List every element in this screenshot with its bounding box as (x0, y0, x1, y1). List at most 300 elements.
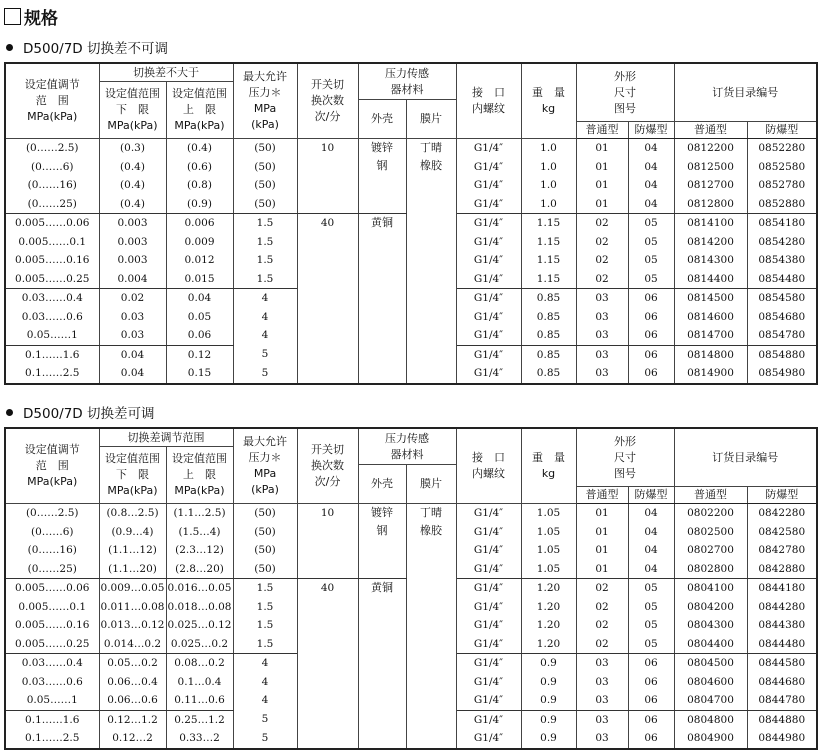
cell-line: MPa(kPa) (107, 484, 158, 497)
cell-line: 开关切 (311, 443, 344, 456)
cell-line: 重 量 (532, 86, 565, 99)
cell-port: G1/4″ (456, 710, 521, 729)
cell-max-pressure: 1.5 (233, 598, 297, 617)
cell-line: 设定值调节 (24, 443, 80, 456)
cell-line: 内螺纹 (472, 467, 505, 480)
cell-dim-normal: 03 (576, 326, 628, 345)
header-order-explosion: 防爆型 (747, 122, 817, 139)
cell-order-normal: 0804100 (674, 579, 747, 598)
cell-dim-explosion: 04 (628, 523, 674, 542)
cell-max-pressure: 1.5 (233, 579, 297, 598)
cell-upper: 0.018…0.08 (166, 598, 233, 617)
cell-port: G1/4″ (456, 195, 521, 214)
cell-dim-normal: 03 (576, 710, 628, 729)
cell-max-pressure: 1.5 (233, 270, 297, 289)
cell-dim-explosion: 05 (628, 635, 674, 654)
cell-lower: 0.03 (99, 308, 166, 327)
cell-order-explosion: 0854680 (747, 308, 817, 327)
cell-weight: 0.9 (521, 691, 576, 710)
cell-port: G1/4″ (456, 308, 521, 327)
cell-line: 设定值范围 (105, 452, 160, 465)
cell-lower: (1.1…20) (99, 560, 166, 579)
cell-lower: 0.003 (99, 214, 166, 233)
cell-line: 尺寸 (614, 85, 636, 99)
cell-dim-normal: 01 (576, 195, 628, 214)
header-membrane: 膜片 (406, 100, 456, 139)
cell-line: 次/分 (314, 110, 341, 123)
cell-range: (0……6) (5, 158, 99, 177)
cell-order-explosion: 0854880 (747, 345, 817, 364)
header-weight (521, 63, 576, 139)
cell-weight: 0.9 (521, 654, 576, 673)
cell-max-pressure: 5 (233, 710, 297, 729)
cell-order-explosion: 0842780 (747, 541, 817, 560)
cell-max-pressure: 4 (233, 308, 297, 327)
cell-max-pressure: (50) (233, 139, 297, 158)
cell-range: (0……16) (5, 176, 99, 195)
header-dimension (576, 428, 674, 487)
cell-order-explosion: 0854780 (747, 326, 817, 345)
cell-order-explosion: 0842880 (747, 560, 817, 579)
cell-weight: 1.15 (521, 251, 576, 270)
cell-dim-explosion: 04 (628, 195, 674, 214)
cell-lower: 0.04 (99, 345, 166, 364)
cell-range: 0.005……0.1 (5, 598, 99, 617)
header-dimension-explosion: 防爆型 (628, 487, 674, 504)
cell-max-pressure: (50) (233, 560, 297, 579)
cell-line: 范 围 (35, 459, 69, 472)
cell-dim-normal: 03 (576, 729, 628, 749)
cell-port: G1/4″ (456, 729, 521, 749)
cell-port: G1/4″ (456, 523, 521, 542)
cell-order-normal: 0802200 (674, 504, 747, 523)
cell-order-explosion: 0844280 (747, 598, 817, 617)
cell-range: (0……6) (5, 523, 99, 542)
cell-line: MPa (253, 102, 277, 115)
cell-order-explosion: 0844180 (747, 579, 817, 598)
cell-dim-explosion: 05 (628, 579, 674, 598)
cell-dim-normal: 03 (576, 691, 628, 710)
cell-weight: 0.85 (521, 289, 576, 308)
cell-order-normal: 0804900 (674, 729, 747, 749)
cell-order-normal: 0804400 (674, 635, 747, 654)
cell-line: 橡胶 (420, 159, 442, 172)
cell-line: 镀锌 (371, 141, 393, 154)
cell-order-explosion: 0854580 (747, 289, 817, 308)
cell-order-explosion: 0854380 (747, 251, 817, 270)
cell-dim-normal: 03 (576, 308, 628, 327)
cell-port: G1/4″ (456, 214, 521, 233)
header-dimension-normal: 普通型 (576, 487, 628, 504)
page-title: 规格 (24, 9, 58, 29)
cell-weight: 1.15 (521, 214, 576, 233)
header-differential: 切换差不大于 (99, 63, 233, 82)
cell-max-pressure: 5 (233, 729, 297, 749)
cell-dim-normal: 01 (576, 504, 628, 523)
cell-lower: 0.06…0.6 (99, 691, 166, 710)
cell-lower: 0.003 (99, 233, 166, 252)
bullet-icon (6, 44, 13, 51)
cell-upper: 0.15 (166, 364, 233, 384)
cell-switching: 40 (297, 214, 358, 384)
cell-order-explosion: 0842580 (747, 523, 817, 542)
cell-line: MPa(kPa) (27, 110, 78, 123)
cell-dim-normal: 02 (576, 635, 628, 654)
cell-dim-explosion: 06 (628, 345, 674, 364)
cell-dim-explosion: 06 (628, 673, 674, 692)
header-max-pressure (233, 428, 297, 504)
cell-upper: 0.06 (166, 326, 233, 345)
cell-dim-explosion: 06 (628, 654, 674, 673)
cell-line: kg (541, 102, 556, 115)
cell-line: 图号 (614, 466, 636, 480)
cell-max-pressure: (50) (233, 176, 297, 195)
cell-dim-explosion: 05 (628, 270, 674, 289)
header-upper-limit (166, 447, 233, 504)
cell-line: 设定值范围 (172, 87, 227, 100)
cell-max-pressure: (50) (233, 523, 297, 542)
cell-range: 0.005……0.25 (5, 270, 99, 289)
cell-max-pressure: 4 (233, 654, 297, 673)
cell-lower: 0.12…1.2 (99, 710, 166, 729)
cell-lower: (0.4) (99, 195, 166, 214)
cell-order-normal: 0804700 (674, 691, 747, 710)
cell-shell (358, 139, 406, 214)
cell-order-explosion: 0852580 (747, 158, 817, 177)
cell-dim-explosion: 06 (628, 691, 674, 710)
cell-range: 0.1……2.5 (5, 364, 99, 384)
cell-dim-explosion: 06 (628, 326, 674, 345)
header-dimension (576, 63, 674, 122)
cell-port: G1/4″ (456, 616, 521, 635)
cell-upper: 0.25…1.2 (166, 710, 233, 729)
cell-upper: 0.016…0.05 (166, 579, 233, 598)
cell-line: 接 口 (472, 86, 505, 99)
cell-dim-normal: 02 (576, 214, 628, 233)
cell-line: 下 限 (116, 468, 149, 481)
cell-upper: 0.009 (166, 233, 233, 252)
cell-upper: (1.1…2.5) (166, 504, 233, 523)
cell-port: G1/4″ (456, 176, 521, 195)
header-order-number: 订货目录编号 (674, 428, 817, 487)
cell-line: MPa(kPa) (174, 119, 225, 132)
cell-order-normal: 0802500 (674, 523, 747, 542)
cell-line: 内螺纹 (472, 102, 505, 115)
cell-weight: 1.05 (521, 504, 576, 523)
cell-lower: 0.02 (99, 289, 166, 308)
cell-weight: 1.20 (521, 635, 576, 654)
cell-line: 压力＊ (248, 86, 282, 99)
cell-range: 0.05……1 (5, 691, 99, 710)
cell-weight: 0.85 (521, 308, 576, 327)
cell-lower: 0.014…0.2 (99, 635, 166, 654)
cell-range: 0.03……0.4 (5, 289, 99, 308)
cell-line: MPa(kPa) (27, 475, 78, 488)
cell-upper: (2.3…12) (166, 541, 233, 560)
header-order-normal: 普通型 (674, 122, 747, 139)
cell-dim-explosion: 06 (628, 308, 674, 327)
cell-line: 橡胶 (420, 524, 442, 537)
cell-order-explosion: 0854980 (747, 364, 817, 384)
cell-lower: 0.004 (99, 270, 166, 289)
cell-order-explosion: 0844980 (747, 729, 817, 749)
cell-order-normal: 0804800 (674, 710, 747, 729)
cell-upper: 0.05 (166, 308, 233, 327)
cell-order-normal: 0814300 (674, 251, 747, 270)
cell-line: 开关切 (311, 78, 344, 91)
cell-port: G1/4″ (456, 158, 521, 177)
cell-line: 换次数 (311, 94, 344, 107)
cell-range: 0.03……0.4 (5, 654, 99, 673)
cell-dim-normal: 02 (576, 233, 628, 252)
cell-order-normal: 0804300 (674, 616, 747, 635)
header-lower-limit (99, 447, 166, 504)
cell-dim-explosion: 05 (628, 616, 674, 635)
cell-order-normal: 0814100 (674, 214, 747, 233)
cell-lower: (0.9…4) (99, 523, 166, 542)
cell-dim-normal: 02 (576, 579, 628, 598)
cell-shell (358, 214, 406, 384)
cell-line: MPa(kPa) (107, 119, 158, 132)
cell-line: 黄铜 (371, 581, 393, 594)
cell-order-normal: 0814400 (674, 270, 747, 289)
table-heading-2 (6, 402, 155, 422)
cell-order-normal: 0804500 (674, 654, 747, 673)
cell-upper: (0.8) (166, 176, 233, 195)
header-switching (297, 63, 358, 139)
header-order-explosion: 防爆型 (747, 487, 817, 504)
cell-lower: 0.04 (99, 364, 166, 384)
cell-order-explosion: 0854180 (747, 214, 817, 233)
cell-dim-explosion: 05 (628, 251, 674, 270)
header-range (5, 428, 99, 504)
cell-weight: 1.05 (521, 560, 576, 579)
cell-dim-normal: 02 (576, 251, 628, 270)
cell-upper: 0.12 (166, 345, 233, 364)
cell-order-normal: 0814200 (674, 233, 747, 252)
cell-weight: 0.85 (521, 364, 576, 384)
cell-max-pressure: 1.5 (233, 251, 297, 270)
header-shell: 外壳 (358, 465, 406, 504)
cell-lower: 0.12…2 (99, 729, 166, 749)
cell-dim-normal: 02 (576, 270, 628, 289)
cell-dim-explosion: 05 (628, 233, 674, 252)
cell-max-pressure: 5 (233, 364, 297, 384)
cell-dim-explosion: 04 (628, 541, 674, 560)
cell-order-normal: 0812500 (674, 158, 747, 177)
cell-lower: 0.013…0.12 (99, 616, 166, 635)
cell-port: G1/4″ (456, 326, 521, 345)
spec-table-adjustable-differential (4, 427, 818, 750)
cell-range: 0.005……0.1 (5, 233, 99, 252)
cell-dim-normal: 01 (576, 560, 628, 579)
cell-max-pressure: 4 (233, 289, 297, 308)
cell-range: 0.05……1 (5, 326, 99, 345)
cell-dim-normal: 02 (576, 598, 628, 617)
checkbox-square-icon (4, 8, 21, 25)
header-membrane: 膜片 (406, 465, 456, 504)
cell-line: 上 限 (183, 468, 216, 481)
cell-order-normal: 0814900 (674, 364, 747, 384)
cell-line: 压力传感 (385, 66, 429, 80)
cell-line: 范 围 (35, 94, 69, 107)
spec-table-fixed-differential (4, 62, 818, 385)
header-sensor-material (358, 63, 456, 100)
cell-upper: 0.04 (166, 289, 233, 308)
cell-weight: 1.20 (521, 579, 576, 598)
cell-line: 镀锌 (371, 506, 393, 519)
cell-order-normal: 0812800 (674, 195, 747, 214)
cell-shell (358, 504, 406, 579)
cell-port: G1/4″ (456, 579, 521, 598)
cell-order-normal: 0804600 (674, 673, 747, 692)
cell-order-normal: 0814500 (674, 289, 747, 308)
cell-range: 0.1……1.6 (5, 710, 99, 729)
cell-lower: (0.3) (99, 139, 166, 158)
cell-weight: 1.0 (521, 139, 576, 158)
cell-range: 0.03……0.6 (5, 673, 99, 692)
cell-line: 次/分 (314, 475, 341, 488)
header-dimension-normal: 普通型 (576, 122, 628, 139)
cell-dim-explosion: 04 (628, 504, 674, 523)
cell-dim-explosion: 06 (628, 289, 674, 308)
cell-max-pressure: 4 (233, 326, 297, 345)
cell-lower: 0.011…0.08 (99, 598, 166, 617)
cell-line: 设定值范围 (105, 87, 160, 100)
cell-dim-normal: 03 (576, 364, 628, 384)
cell-max-pressure: 4 (233, 673, 297, 692)
cell-weight: 1.05 (521, 541, 576, 560)
cell-order-normal: 0814600 (674, 308, 747, 327)
cell-line: 上 限 (183, 103, 216, 116)
cell-port: G1/4″ (456, 345, 521, 364)
cell-upper: 0.012 (166, 251, 233, 270)
cell-line: 接 口 (472, 451, 505, 464)
cell-port: G1/4″ (456, 691, 521, 710)
cell-line: (kPa) (251, 483, 279, 496)
cell-range: (0……25) (5, 560, 99, 579)
cell-line: 重 量 (532, 451, 565, 464)
cell-shell (358, 579, 406, 749)
header-weight (521, 428, 576, 504)
cell-port: G1/4″ (456, 364, 521, 384)
cell-range: (0……2.5) (5, 504, 99, 523)
cell-order-explosion: 0852880 (747, 195, 817, 214)
cell-upper: 0.1…0.4 (166, 673, 233, 692)
cell-lower: (0.8…2.5) (99, 504, 166, 523)
cell-port: G1/4″ (456, 635, 521, 654)
cell-line: 设定值调节 (24, 78, 80, 91)
cell-port: G1/4″ (456, 541, 521, 560)
table-row (5, 504, 817, 523)
cell-max-pressure: 1.5 (233, 616, 297, 635)
cell-range: (0……16) (5, 541, 99, 560)
cell-line: 图号 (614, 101, 636, 115)
cell-port: G1/4″ (456, 654, 521, 673)
cell-line: 钢 (376, 524, 388, 537)
cell-order-normal: 0802800 (674, 560, 747, 579)
cell-dim-explosion: 06 (628, 729, 674, 749)
cell-order-normal: 0814700 (674, 326, 747, 345)
cell-order-explosion: 0844880 (747, 710, 817, 729)
cell-weight: 1.15 (521, 270, 576, 289)
cell-line: 黄铜 (371, 216, 393, 229)
cell-line: 最大允许 (243, 435, 287, 448)
cell-line: 压力＊ (248, 451, 282, 464)
cell-upper: 0.11…0.6 (166, 691, 233, 710)
cell-weight: 1.15 (521, 233, 576, 252)
cell-order-explosion: 0844580 (747, 654, 817, 673)
cell-upper: (2.8…20) (166, 560, 233, 579)
header-order-number: 订货目录编号 (674, 63, 817, 122)
cell-order-normal: 0812700 (674, 176, 747, 195)
cell-line: 下 限 (116, 103, 149, 116)
cell-line: 丁晴 (420, 506, 442, 519)
cell-upper: 0.025…0.2 (166, 635, 233, 654)
cell-port: G1/4″ (456, 233, 521, 252)
header-differential: 切换差调节范围 (99, 428, 233, 447)
cell-weight: 1.0 (521, 158, 576, 177)
cell-max-pressure: (50) (233, 504, 297, 523)
cell-upper: 0.006 (166, 214, 233, 233)
cell-lower: 0.03 (99, 326, 166, 345)
cell-weight: 0.85 (521, 345, 576, 364)
cell-order-explosion: 0852780 (747, 176, 817, 195)
cell-dim-explosion: 05 (628, 214, 674, 233)
bullet-icon (6, 409, 13, 416)
cell-upper: (0.9) (166, 195, 233, 214)
cell-weight: 0.85 (521, 326, 576, 345)
cell-dim-explosion: 04 (628, 560, 674, 579)
cell-line: 器材料 (390, 447, 424, 461)
cell-line: 丁晴 (420, 141, 442, 154)
header-shell: 外壳 (358, 100, 406, 139)
cell-weight: 1.0 (521, 195, 576, 214)
cell-upper: 0.025…0.12 (166, 616, 233, 635)
cell-max-pressure: (50) (233, 158, 297, 177)
header-sensor-material (358, 428, 456, 465)
cell-range: 0.005……0.25 (5, 635, 99, 654)
header-range (5, 63, 99, 139)
cell-range: (0……2.5) (5, 139, 99, 158)
cell-port: G1/4″ (456, 560, 521, 579)
cell-membrane (406, 504, 456, 749)
cell-order-explosion: 0842280 (747, 504, 817, 523)
cell-line: 外形 (614, 69, 636, 83)
cell-weight: 1.05 (521, 523, 576, 542)
cell-line: 器材料 (390, 82, 424, 96)
heading-text: D500/7D 切换差可调 (23, 406, 155, 422)
cell-line: 外形 (614, 434, 636, 448)
cell-line: 设定值范围 (172, 452, 227, 465)
cell-switching: 10 (297, 139, 358, 214)
section-title (4, 4, 58, 29)
cell-membrane (406, 139, 456, 384)
header-port (456, 63, 521, 139)
cell-lower: 0.06…0.4 (99, 673, 166, 692)
cell-upper: 0.33…2 (166, 729, 233, 749)
cell-weight: 0.9 (521, 729, 576, 749)
cell-range: 0.1……2.5 (5, 729, 99, 749)
cell-max-pressure: (50) (233, 541, 297, 560)
cell-dim-explosion: 06 (628, 710, 674, 729)
header-lower-limit (99, 82, 166, 139)
cell-upper: (0.4) (166, 139, 233, 158)
cell-dim-explosion: 05 (628, 598, 674, 617)
cell-port: G1/4″ (456, 289, 521, 308)
cell-dim-normal: 01 (576, 523, 628, 542)
cell-order-explosion: 0852280 (747, 139, 817, 158)
